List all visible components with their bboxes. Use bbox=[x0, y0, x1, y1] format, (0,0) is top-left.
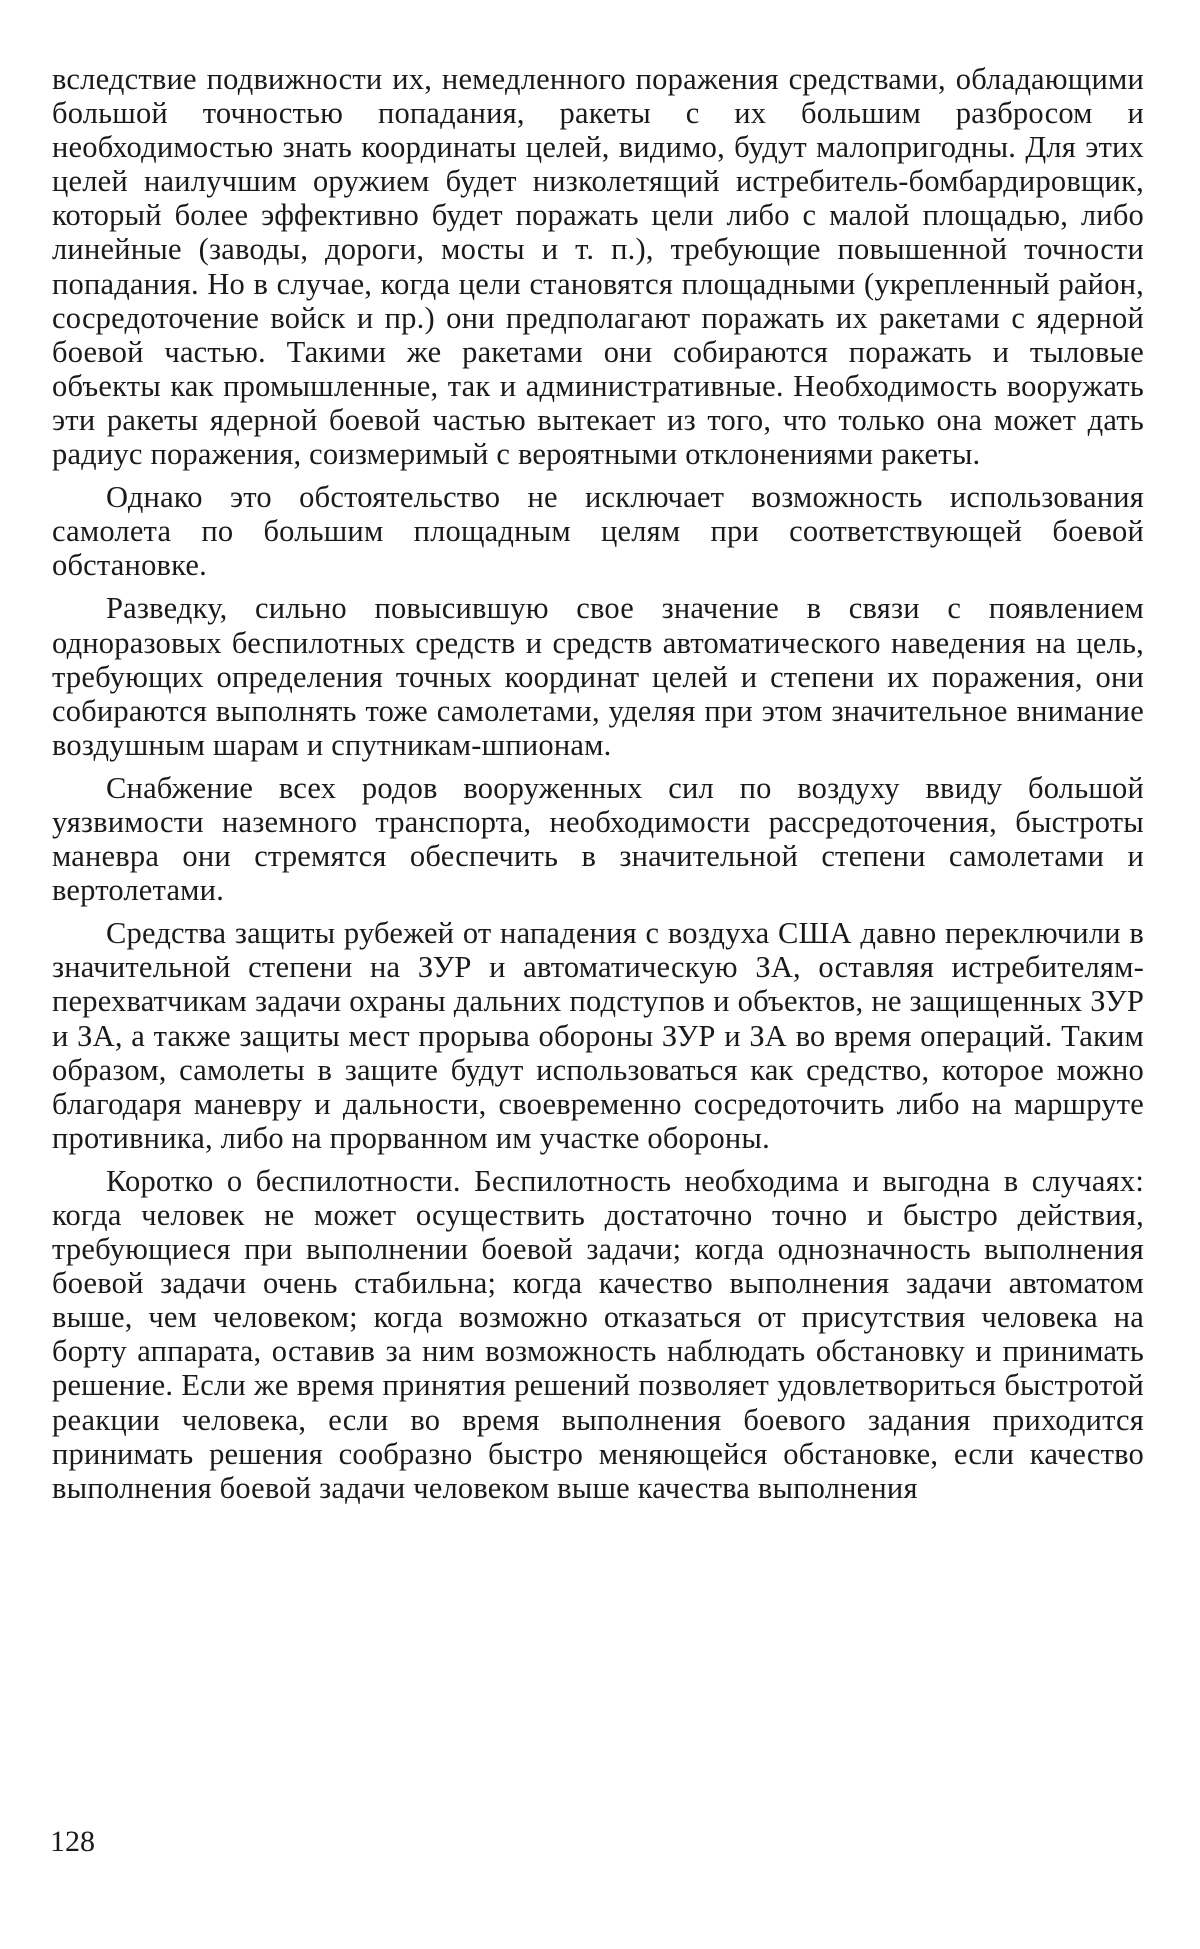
paragraph-3: Разведку, сильно повысившую свое значение в связи с появлением одноразовых беспилотных средств и средств автоматического наведения на цель, требующих определения точных координат целей и степени их поражения, они собираются выполнять тоже самолетами, уделяя при этом значительное внимание воздушным шарам и спутникам-шпионам. bbox=[52, 591, 1144, 762]
paragraph-1: вследствие подвижности их, немедленного поражения средствами, обладающими большой точностью попадания, ракеты с их большим разбросом и необходимостью знать координаты целей, видимо, будут малопригодны. Для этих целей наилучшим оружием будет низколетящий истребитель-бомбардировщик, который более эффективно будет поражать цели либо с малой площадью, либо линейные (заводы, дороги, мосты и т. п.), требующие повышенной точности попадания. Но в случае, когда цели становятся площадными (укрепленный район, сосредоточение войск и пр.) они предполагают поражать их ракетами с ядерной боевой частью. Такими же ракетами они собираются поражать и тыловые объекты как промышленные, так и административные. Необходимость вооружать эти ракеты ядерной боевой частью вытекает из того, что только она может дать радиус поражения, соизмеримый с вероятными отклонениями ракеты. bbox=[52, 62, 1144, 472]
page-body bbox=[52, 62, 1144, 1505]
paragraph-5: Средства защиты рубежей от нападения с воздуха США давно переключили в значительной степени на ЗУР и автоматическую ЗА, оставляя истребителям-перехватчикам задачи охраны дальних подступов и объектов, не защищенных ЗУР и ЗА, а также защиты мест прорыва обороны ЗУР и ЗА во время операций. Таким образом, самолеты в защите будут использоваться как средство, которое можно благодаря маневру и дальности, своевременно сосредоточить либо на маршруте противника, либо на прорванном им участке обороны. bbox=[52, 916, 1144, 1155]
paragraph-2: Однако это обстоятельство не исключает возможность использования самолета по большим площадным целям при соответствующей боевой обстановке. bbox=[52, 480, 1144, 583]
page-number: 128 bbox=[50, 1825, 95, 1858]
paragraph-6: Коротко о беспилотности. Беспилотность необходима и выгодна в случаях: когда человек не может осуществить достаточно точно и быстро действия, требующиеся при выполнении боевой задачи; когда однозначность выполнения боевой задачи очень стабильна; когда качество выполнения задачи автоматом выше, чем человеком; когда возможно отказаться от присутствия человека на борту аппарата, оставив за ним возможность наблюдать обстановку и принимать решение. Если же время принятия решений позволяет удовлетвориться быстротой реакции человека, если во время выполнения боевого задания приходится принимать решения сообразно быстро меняющейся обстановке, если качество выполнения боевой задачи человеком выше качества выполнения bbox=[52, 1163, 1144, 1505]
paragraph-4: Снабжение всех родов вооруженных сил по воздуху ввиду большой уязвимости наземного транспорта, необходимости рассредоточения, быстроты маневра они стремятся обеспечить в значительной степени самолетами и вертолетами. bbox=[52, 770, 1144, 908]
